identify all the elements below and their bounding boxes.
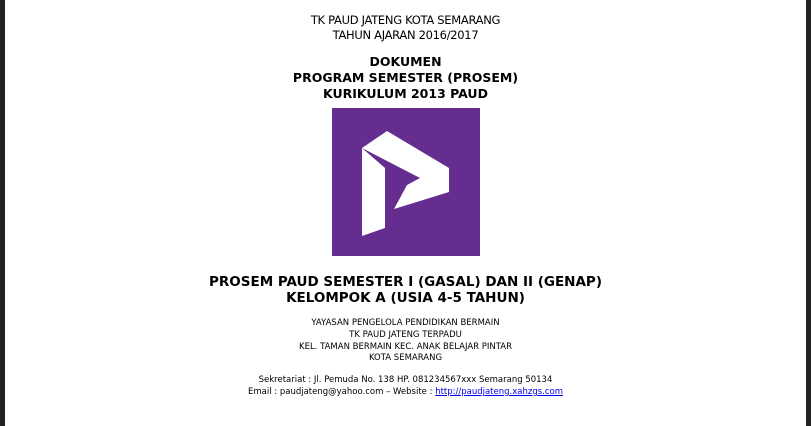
- group-title: KELOMPOK A (USIA 4-5 TAHUN): [286, 290, 525, 306]
- org-line-1: YAYASAN PENGELOLA PENDIDIKAN BERMAIN: [311, 318, 500, 328]
- doc-title-1: DOKUMEN: [369, 54, 442, 69]
- page-edge-right: [806, 0, 811, 426]
- website-link[interactable]: http://paudjateng.xahzgs.com: [435, 387, 563, 397]
- play-p-logo-icon: [332, 108, 480, 256]
- doc-title-3: KURIKULUM 2013 PAUD: [323, 86, 488, 101]
- contact-line: [5, 387, 806, 397]
- org-line-2: TK PAUD JATENG TERPADU: [349, 330, 462, 340]
- prosem-title: PROSEM PAUD SEMESTER I (GASAL) DAN II (GENAP): [209, 274, 602, 290]
- address: Sekretariat : Jl. Pemuda No. 138 HP. 081234567xxx Semarang 50134: [258, 375, 553, 385]
- doc-title-2: PROGRAM SEMESTER (PROSEM): [292, 70, 519, 85]
- email-text: Email : paudjateng@yahoo.com – Website :: [247, 387, 436, 397]
- academic-year: TAHUN AJARAN 2016/2017: [332, 28, 479, 42]
- org-line-4: KOTA SEMARANG: [368, 353, 443, 363]
- org-line-3: KEL. TAMAN BERMAIN KEC. ANAK BELAJAR PINTAR: [299, 342, 512, 352]
- school-name: TK PAUD JATENG KOTA SEMARANG: [310, 13, 501, 27]
